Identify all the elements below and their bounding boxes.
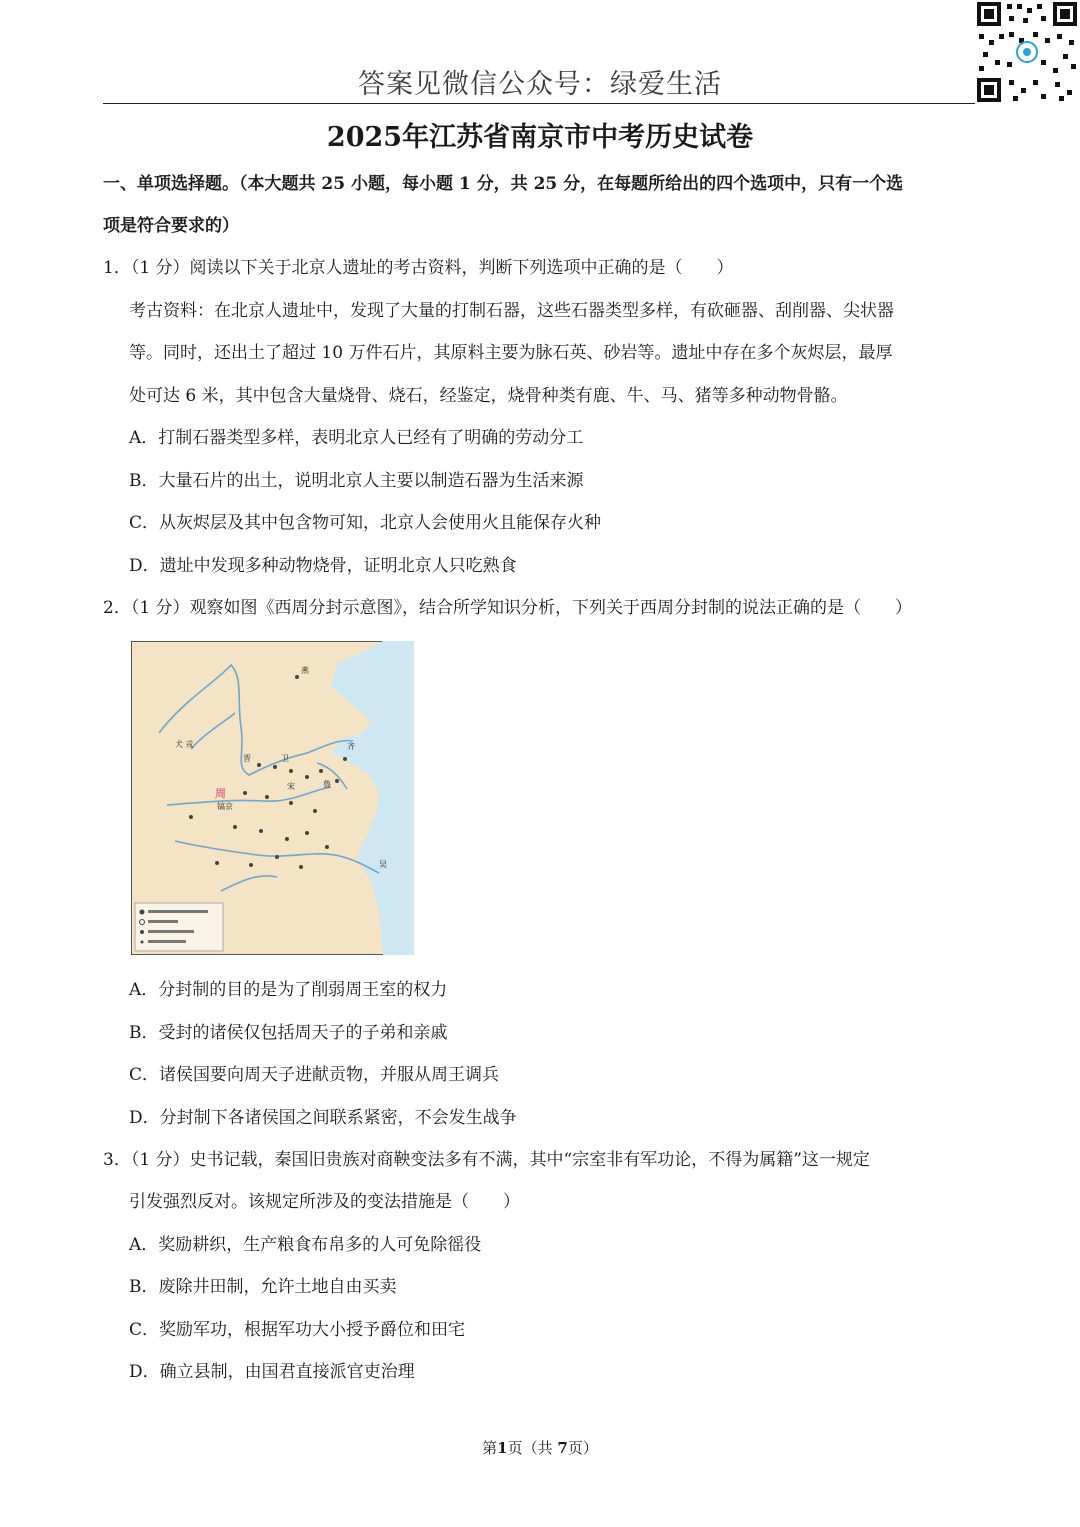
section-heading: 一、单项选择题。（本大题共 25 小题，每小题 1 分，共 25 分，在每题所给出的四个选项中，只有一个选 <box>103 174 904 194</box>
question-1-option-c[interactable]: C．从灰烬层及其中包含物可知，北京人会使用火且能保存火种 <box>129 513 602 533</box>
label-qi: 齐 <box>347 742 355 751</box>
question-1-option-d[interactable]: D．遗址中发现多种动物烧骨，证明北京人只吃熟食 <box>129 556 517 576</box>
question-3-option-d[interactable]: D．确立县制，由国君直接派官吏治理 <box>129 1362 415 1382</box>
question-3-option-c[interactable]: C．奖励军功，根据军功大小授予爵位和田宅 <box>129 1320 466 1340</box>
question-3-stem-cont: 引发强烈反对。该规定所涉及的变法措施是（ ） <box>129 1192 520 1212</box>
western-zhou-map <box>131 641 414 955</box>
label-rong: 犬 戎 <box>175 740 194 749</box>
map-legend <box>135 903 223 951</box>
question-1-option-b[interactable]: B．大量石片的出土，说明北京人主要以制造石器为生活来源 <box>129 471 584 491</box>
label-wei: 卫 <box>281 754 289 763</box>
footer-total-pages: 7 <box>557 1439 568 1457</box>
question-1-material: 考古资料：在北京人遗址中，发现了大量的打制石器，这些石器类型多样，有砍砸器、刮削器、尖状器 <box>129 301 894 321</box>
label-yan: 燕 <box>301 666 309 675</box>
question-2-option-c[interactable]: C．诸侯国要向周天子进献贡物，并服从周王调兵 <box>129 1065 500 1085</box>
footer-mid: 页（共 <box>507 1439 558 1457</box>
question-2-option-d[interactable]: D．分封制下各诸侯国之间联系紧密，不会发生战争 <box>129 1108 517 1128</box>
label-song: 宋 <box>287 782 295 791</box>
label-jin: 晋 <box>243 754 251 763</box>
question-2-stem: 2．（1 分）观察如图《西周分封示意图》，结合所学知识分析，下列关于西周分封制的说法正确的是（ ） <box>103 598 913 618</box>
label-zhou: 周 <box>215 787 226 800</box>
section-heading-cont: 项是符合要求的） <box>103 216 239 236</box>
footer-page-number: 1 <box>497 1439 508 1457</box>
label-haojing: 镐京 <box>217 802 233 811</box>
question-1-stem: 1．（1 分）阅读以下关于北京人遗址的考古资料，判断下列选项中正确的是（ ） <box>103 258 734 278</box>
footer-suffix: 页） <box>567 1439 598 1457</box>
label-lu: 鲁 <box>323 780 331 789</box>
question-2-option-a[interactable]: A．分封制的目的是为了削弱周王室的权力 <box>129 980 448 1000</box>
question-1-material: 处可达 6 米，其中包含大量烧骨、烧石，经鉴定，烧骨种类有鹿、牛、马、猪等多种动物骨骼。 <box>129 386 848 406</box>
label-wu: 吴 <box>379 860 387 869</box>
watermark-text: 答案见微信公众号：绿爱生活 <box>358 69 722 100</box>
header-rule <box>103 103 975 104</box>
page-title: 2025年江苏省南京市中考历史试卷 <box>326 122 754 153</box>
question-2-option-b[interactable]: B．受封的诸侯仅包括周天子的子弟和亲戚 <box>129 1023 448 1043</box>
question-3-option-a[interactable]: A．奖励耕织，生产粮食布帛多的人可免除徭役 <box>129 1235 482 1255</box>
question-3-stem: 3．（1 分）史书记载，秦国旧贵族对商鞅变法多有不满，其中“宗室非有军功论，不得为属籍”这一规定 <box>103 1150 870 1170</box>
question-3-option-b[interactable]: B．废除井田制，允许土地自由买卖 <box>129 1277 397 1297</box>
question-1-option-a[interactable]: A．打制石器类型多样，表明北京人已经有了明确的劳动分工 <box>129 428 584 448</box>
question-1-material: 等。同时，还出土了超过 10 万件石片，其原料主要为脉石英、砂岩等。遗址中存在多个灰烬层，最厚 <box>129 343 893 363</box>
footer-prefix: 第 <box>482 1439 498 1457</box>
page-footer <box>0 1437 1080 1458</box>
qr-code-icon <box>975 0 1079 104</box>
